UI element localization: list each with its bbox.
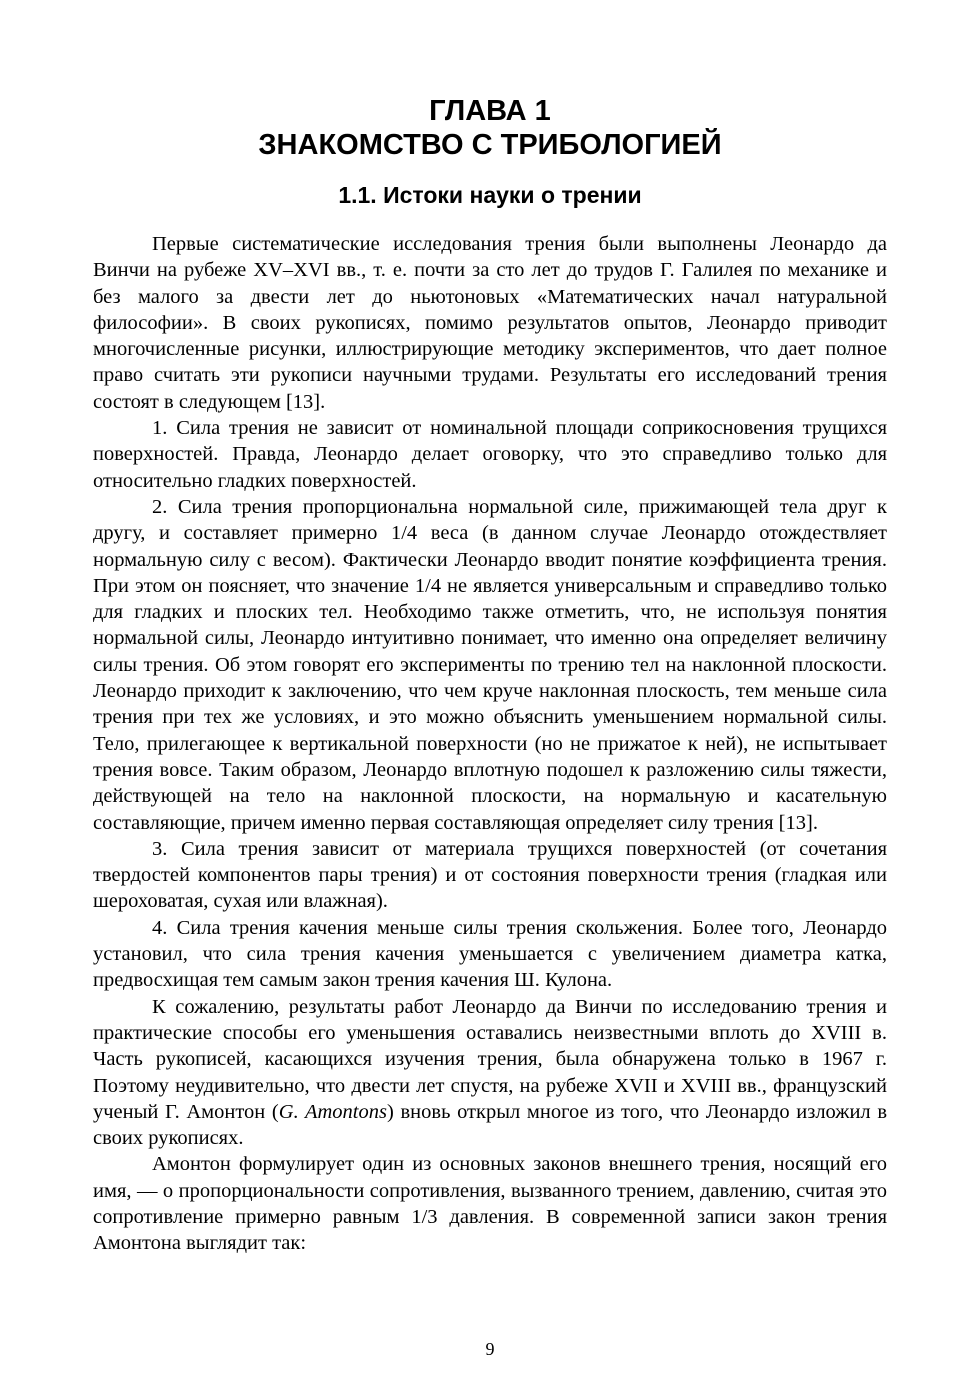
section-title: 1.1. Истоки науки о трении (338, 182, 642, 208)
paragraph-amontons-law: Амонтон формулирует один из основных законов внешнего трения, носящий его имя, — о пропорциональности сопротивления, вызванного трением, давлению, считая это сопротивление примерно равным 1/3 давления. В современной записи закон трения Амонтона выглядит так: (93, 1153, 887, 1255)
document-page (93, 0, 887, 1386)
paragraph-intro: Первые систематические исследования трения были выполнены Леонардо да Винчи на рубеже XV–XVI вв., т. е. почти за сто лет до трудов Г. Галилея по механике и без малого за двести лет до ньютоновых «Математических начал натуральной философии». В своих рукописях, помимо результатов опытов, Леонардо приводит многочисленные рисунки, иллюстрирующие методику экспериментов, что дает полное право считать эти рукописи научными трудами. Результаты его исследований трения состоят в следующем [13]. (93, 233, 887, 413)
paragraph-point-1: 1. Сила трения не зависит от номинальной площади соприкосновения трущихся поверхностей. Правда, Леонардо делает оговорку, что это справедливо только для относительно гладких поверхностей. (93, 417, 887, 492)
chapter-heading (93, 94, 887, 162)
paragraph-point-4: 4. Сила трения качения меньше силы трения скольжения. Более того, Леонардо установил, что сила трения качения уменьшается с увеличением диаметра катка, предвосхищая тем самым закон трения качения Ш. Кулона. (93, 916, 887, 992)
body-text (93, 231, 887, 1257)
paragraph-point-3: 3. Сила трения зависит от материала трущихся поверхностей (от сочетания твердостей компонентов пары трения) и от состояния поверхности трения (гладкая или шероховатая, сухая или влажная). (93, 837, 887, 913)
paragraph-point-2: 2. Сила трения пропорциональна нормальной силе, прижимающей тела друг к другу, и составляет примерно 1/4 веса (в данном случае Леонардо отождествляет нормальную силу с весом). Фактически Леонардо вводит понятие коэффициента трения. При этом он поясняет, что значение 1/4 не является универсальным и справедливо только для гладких и плоских тел. Необходимо также отметить, что, не используя понятия нормальной силы, Леонардо интуитивно понимает, что именно она определяет величину силы трения. Об этом говорят его эксперименты по трению тел на наклонной плоскости. Леонардо приходит к заключению, что чем круче наклонная плоскость, тем меньше сила трения при тех же условиях, и это можно объяснить уменьшением нормальной силы. Тело, прилегающее к вертикальной поверхности (но не прижатое к ней), не испытывает трения вовсе. Таким образом, Леонардо вплотную подошел к разложению силы тяжести, действующей на тело на наклонной плоскости, на нормальную и касательную составляющие, причем именно первая составляющая определяет силу трения [13]. (93, 495, 887, 834)
page-number: 9 (485, 1339, 495, 1359)
chapter-number: ГЛАВА 1 (429, 95, 551, 127)
chapter-title: ЗНАКОМСТВО С ТРИБОЛОГИЕЙ (258, 129, 722, 161)
latin-name: G. Amontons (278, 1100, 387, 1123)
paragraph-amontons-history: К сожалению, результаты работ Леонардо да Винчи по исследованию трения и практические способы его уменьшения оставались неизвестными вплоть до XVIII в. Часть рукописей, касающихся изучения трения, была обнаружена только в 1967 г. Поэтому неудивительно, что двести лет спустя, на рубеже XVII и XVIII вв., французский ученый Г. Амонтон (G. Amontons) вновь открыл многое из того, что Леонардо изложил в своих рукописях. (93, 995, 887, 1150)
